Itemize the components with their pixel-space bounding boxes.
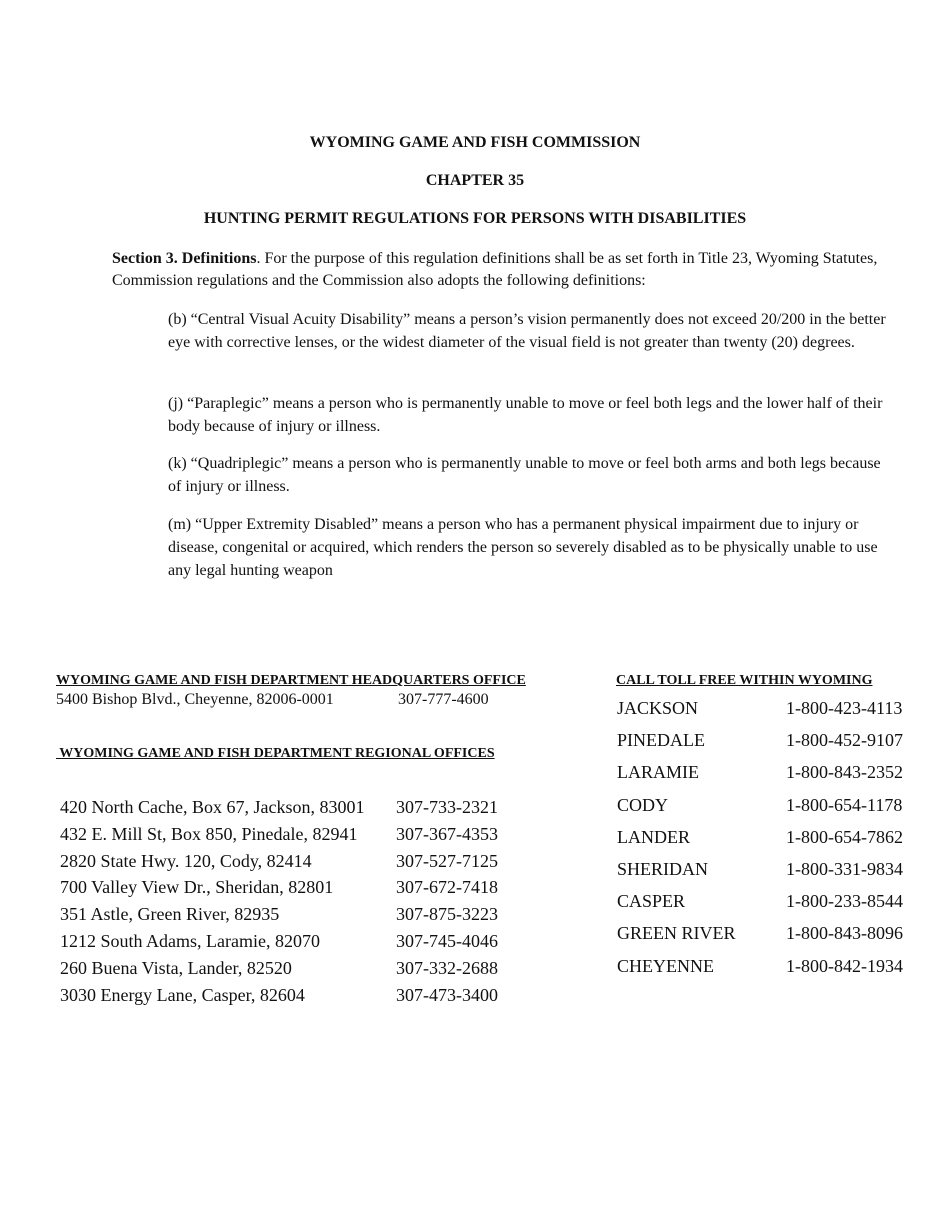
list-item — [60, 824, 520, 851]
toll-free-city: JACKSON — [617, 698, 699, 718]
list-item — [617, 891, 917, 923]
list-item — [617, 730, 917, 762]
definition-paraplegic: (j) “Paraplegic” means a person who is permanently unable to move or feel both legs and the lower half of their body because of injury or illness. — [168, 395, 883, 435]
regional-offices-heading: WYOMING GAME AND FISH DEPARTMENT REGIONAL OFFICES — [56, 746, 495, 761]
toll-free-city: LARAMIE — [617, 762, 699, 783]
headquarters-phone: 307-777-4600 — [398, 691, 489, 708]
office-phone: 307-367-4353 — [396, 823, 498, 844]
toll-free-number: 1-800-654-7862 — [786, 826, 903, 847]
section-definitions-intro — [112, 248, 882, 292]
list-item — [60, 931, 520, 958]
office-phone: 307-672-7418 — [396, 877, 498, 898]
office-address: 432 E. Mill St, Box 850, Pinedale, 82941 — [60, 823, 358, 844]
agency-heading: WYOMING GAME AND FISH COMMISSION — [309, 134, 641, 151]
section-text: . For the purpose of this regulation definitions shall be as set forth in Title 23, Wyoming Statutes, Commission regulations and the Commission also adopts the following definitions: — [112, 250, 878, 289]
toll-free-number: 1-800-654-1178 — [786, 794, 903, 815]
list-item — [617, 859, 917, 891]
list-item — [617, 698, 917, 730]
toll-free-number: 1-800-843-8096 — [786, 923, 903, 944]
toll-free-number: 1-800-423-4113 — [786, 698, 903, 718]
toll-free-list — [617, 698, 917, 988]
list-item — [60, 985, 520, 1012]
list-item — [60, 877, 520, 904]
list-item — [60, 851, 520, 878]
section-label: Section 3. Definitions — [112, 250, 257, 267]
headquarters-heading: WYOMING GAME AND FISH DEPARTMENT HEADQUARTERS OFFICE — [56, 673, 526, 688]
toll-free-heading: CALL TOLL FREE WITHIN WYOMING — [616, 673, 873, 688]
list-item — [617, 923, 917, 955]
toll-free-number: 1-800-843-2352 — [786, 762, 903, 783]
toll-free-number: 1-800-233-8544 — [786, 891, 903, 912]
headquarters-address: 5400 Bishop Blvd., Cheyenne, 82006-0001 — [56, 691, 334, 708]
office-address: 260 Buena Vista, Lander, 82520 — [60, 957, 292, 978]
office-phone: 307-733-2321 — [396, 797, 498, 817]
definition-central-visual-acuity: (b) “Central Visual Acuity Disability” means a person’s vision permanently does not exceed 20/200 in the better eye with corrective lenses, or the widest diameter of the visual field is not greater than twenty (20) degrees. — [168, 311, 886, 351]
list-item — [60, 797, 520, 824]
list-item — [60, 958, 520, 985]
toll-free-city: GREEN RIVER — [617, 923, 736, 944]
office-address: 2820 State Hwy. 120, Cody, 82414 — [60, 850, 312, 871]
list-item — [617, 762, 917, 794]
toll-free-number: 1-800-842-1934 — [786, 955, 903, 976]
toll-free-city: CASPER — [617, 891, 686, 912]
toll-free-city: PINEDALE — [617, 730, 705, 751]
regional-offices-list — [60, 797, 520, 1011]
office-address: 351 Astle, Green River, 82935 — [60, 904, 280, 925]
definition-quadriplegic: (k) “Quadriplegic” means a person who is permanently unable to move or feel both arms and both legs because of injury or illness. — [168, 455, 881, 495]
toll-free-city: LANDER — [617, 826, 690, 847]
list-item — [617, 795, 917, 827]
office-phone: 307-332-2688 — [396, 957, 498, 978]
toll-free-number: 1-800-331-9834 — [786, 858, 903, 879]
list-item — [617, 827, 917, 859]
list-item — [60, 904, 520, 931]
office-phone: 307-745-4046 — [396, 930, 498, 951]
list-item — [617, 956, 917, 988]
toll-free-city: SHERIDAN — [617, 858, 709, 879]
office-phone: 307-473-3400 — [396, 984, 498, 1005]
office-address: 700 Valley View Dr., Sheridan, 82801 — [60, 877, 334, 898]
office-phone: 307-527-7125 — [396, 850, 498, 871]
definition-upper-extremity-disabled: (m) “Upper Extremity Disabled” means a person who has a permanent physical impairment due to injury or disease, congenital or acquired, which renders the person so severely disabled as to be physically unable to use any legal hunting weapon — [168, 516, 878, 579]
regulation-title: HUNTING PERMIT REGULATIONS FOR PERSONS WITH DISABILITIES — [203, 210, 747, 227]
office-address: 1212 South Adams, Laramie, 82070 — [60, 930, 320, 951]
toll-free-city: CHEYENNE — [617, 955, 714, 976]
office-phone: 307-875-3223 — [396, 904, 498, 925]
toll-free-number: 1-800-452-9107 — [786, 730, 903, 751]
chapter-heading: CHAPTER 35 — [425, 172, 525, 189]
office-address: 420 North Cache, Box 67, Jackson, 83001 — [60, 797, 365, 817]
office-address: 3030 Energy Lane, Casper, 82604 — [60, 984, 305, 1005]
toll-free-city: CODY — [617, 794, 669, 815]
